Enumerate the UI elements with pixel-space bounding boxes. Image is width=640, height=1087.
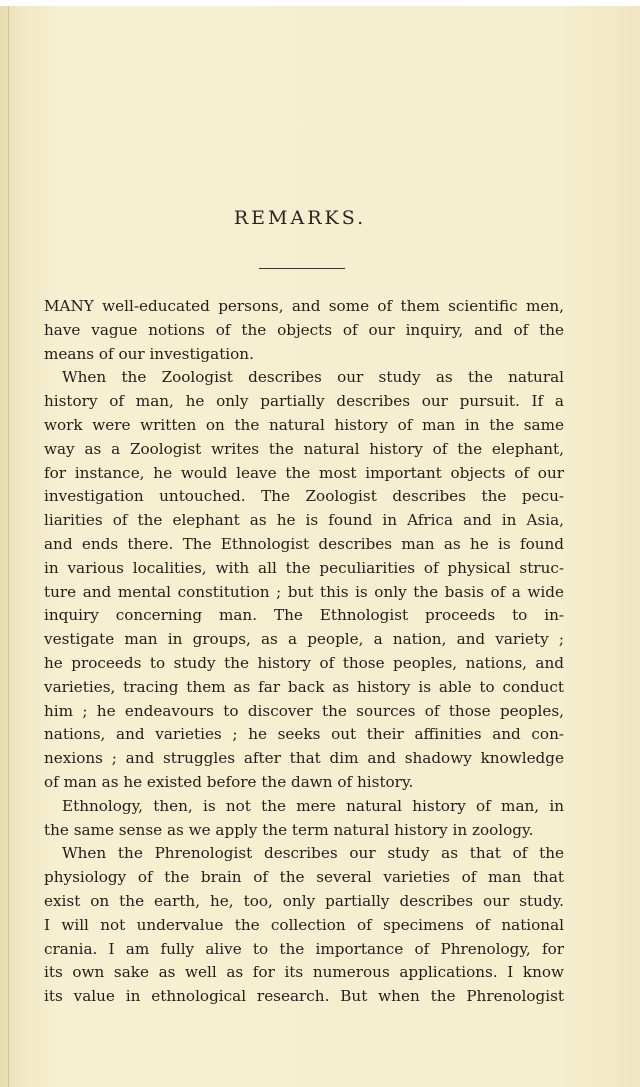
text-line: varieties, tracing them as far back as history is able to conduct [44, 677, 564, 696]
text-line: in various localities, with all the peculiarities of physical struc- [44, 558, 564, 577]
text-line: of man as he existed before the dawn of history. [44, 772, 414, 791]
text-line: I will not undervalue the collection of specimens of national [44, 915, 564, 934]
text-line: When the Zoologist describes our study as the natural [62, 368, 564, 387]
body-text [44, 295, 564, 1009]
text-line: history of man, he only partially describes our pursuit. If a [44, 392, 564, 411]
text-line: work were written on the natural history of man in the same [44, 415, 564, 434]
text-line: and ends there. The Ethnologist describes man as he is found [44, 534, 564, 553]
text-line: crania. I am fully alive to the importance of Phrenology, for [44, 939, 564, 958]
heading-rule [259, 268, 345, 269]
text-line: MANY well-educated persons, and some of them scientific men, [44, 297, 564, 315]
page-gutter [8, 6, 9, 1087]
text-line: Ethnology, then, is not the mere natural history of man, in [62, 796, 564, 815]
text-line: its value in ethnological research. But when the Phrenologist [44, 987, 564, 1006]
text-line: When the Phrenologist describes our study as that of the [62, 844, 564, 863]
text-line: exist on the earth, he, too, only partially describes our study. [44, 891, 564, 910]
text-line: liarities of the elephant as he is found in Africa and in Asia, [44, 511, 564, 530]
text-line: physiology of the brain of the several varieties of man that [44, 868, 564, 887]
text-line: means of our investigation. [44, 344, 254, 363]
text-line: investigation untouched. The Zoologist describes the pecu- [44, 487, 564, 506]
text-line: nexions ; and struggles after that dim and shadowy knowledge [44, 749, 564, 768]
text-line: way as a Zoologist writes the natural history of the elephant, [44, 439, 564, 458]
text-line: have vague notions of the objects of our inquiry, and of the [44, 320, 564, 339]
text-line: inquiry concerning man. The Ethnologist proceeds to in- [44, 606, 564, 625]
text-line: him ; he endeavours to discover the sources of those peoples, [44, 701, 564, 720]
page-heading: REMARKS. [233, 207, 367, 229]
text-line: vestigate man in groups, as a people, a nation, and variety ; [44, 630, 564, 649]
text-line: the same sense as we apply the term natural history in zoology. [44, 820, 534, 839]
text-line: for instance, he would leave the most important objects of our [44, 463, 564, 482]
text-line: he proceeds to study the history of those peoples, nations, and [44, 653, 564, 672]
text-line: its own sake as well as for its numerous applications. I know [44, 963, 564, 982]
text-line: ture and mental constitution ; but this is only the basis of a wide [44, 582, 564, 601]
text-line: nations, and varieties ; he seeks out their affinities and con- [44, 725, 564, 744]
page-top-edge [0, 0, 640, 6]
